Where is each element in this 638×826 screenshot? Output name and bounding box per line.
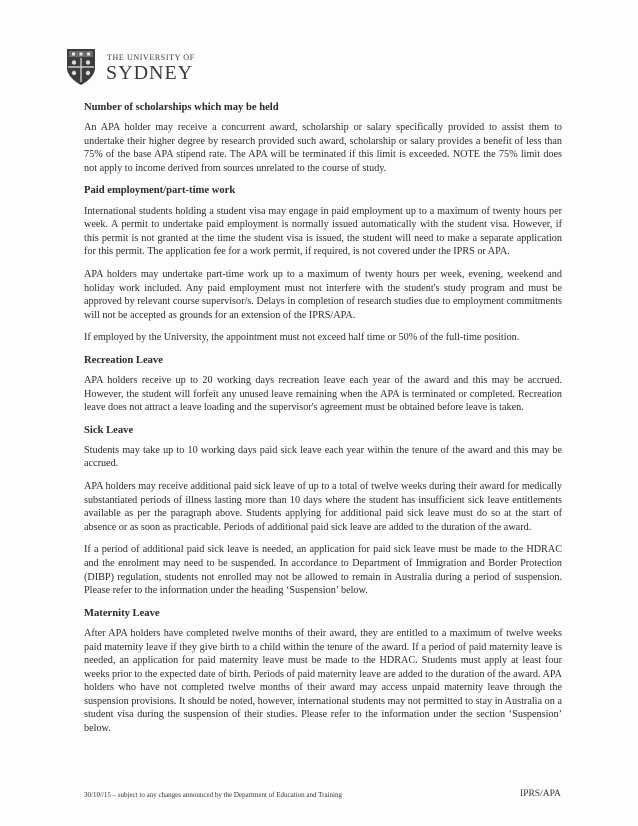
- document-body: [84, 101, 562, 745]
- paragraph: APA holders may receive additional paid sick leave of up to a total of twelve weeks during their award for medically substantiated periods of illness lasting more than 10 days where the student has insufficient sick leave entitlements available as per the paragraph above. Students applying for additional paid sick leave must do so at the start of absence or as soon as practicable. Periods of additional paid sick leave are added to the duration of the award.: [84, 481, 562, 533]
- section-heading: Recreation Leave: [84, 354, 163, 366]
- section-sick-leave: [84, 424, 562, 598]
- paragraph: Students may take up to 10 working days paid sick leave each year within the tenure of the award and this may be accrued.: [84, 444, 562, 470]
- paragraph: APA holders receive up to 20 working days recreation leave each year of the award and this may be accrued. However, the student will forfeit any unused leave remaining when the APA is terminated or completed. Recreation leave does not attract a leave loading and the supervisor's agreement must be obtained before leave is taken.: [84, 375, 562, 414]
- section-recreation-leave: [84, 354, 562, 415]
- section-heading: Maternity Leave: [84, 607, 160, 619]
- footer-doc-code: IPRS/APA: [520, 789, 561, 799]
- paragraph: After APA holders have completed twelve months of their award, they are entitled to a maximum of twelve weeks paid maternity leave if they give birth to a child within the tenure of the award. If a period of paid maternity leave is needed, an application for paid maternity leave must be made to the HDRAC. Students must apply at least four weeks prior to the expected date of birth. Periods of paid maternity leave are added to the duration of the award. APA holders who have not completed twelve months of their award may access unpaid maternity leave through the suspension provisions. It should be noted, however, international students may not permitted to stay in Australia on a student visa during the suspension of their studies. Please refer to the information under the section ‘Suspension’ below.: [84, 627, 562, 735]
- section-heading: Paid employment/part-time work: [84, 185, 236, 197]
- paragraph: If employed by the University, the appointment must not exceed half time or 50% of the full-time position.: [84, 332, 520, 344]
- logo-small-text: THE UNIVERSITY OF: [107, 53, 195, 62]
- paragraph: An APA holder may receive a concurrent award, scholarship or salary specifically provided to assist them to undertake their higher degree by research provided such award, scholarship or salary provides a benefit of less than 75% of the base APA stipend rate. The APA will be terminated if this limit is exceeded. NOTE the 75% limit does not apply to income derived from sources unrelated to the course of study.: [84, 122, 562, 174]
- section-maternity-leave: [84, 607, 562, 736]
- section-heading: Number of scholarships which may be held: [84, 102, 279, 113]
- university-logo: [66, 48, 266, 90]
- section-heading: Sick Leave: [84, 424, 134, 436]
- paragraph: International students holding a student visa may engage in paid employment up to a maximum of twenty hours per week. A permit to undertake paid employment is normally issued automatically with the student visa. However, if this permit is not granted at the time the student visa is issued, the student will need to make a separate application for this permit. The application fee for a work permit, if required, is not covered under the IPRS or APA.: [84, 205, 562, 258]
- section-paid-employment: [84, 184, 562, 344]
- paragraph: APA holders may undertake part-time work up to a maximum of twenty hours per week, evening, weekend and holiday work included. Any paid employment must not interfere with the student's study program and must be approved by relevant course supervisor/s. Delays in completion of research studies due to employment commitments will not be accepted as grounds for an extension of the IPRS/APA.: [84, 268, 562, 321]
- logo-big-text: SYDNEY: [106, 62, 194, 84]
- footer-date-note: 30/10//15 – subject to any changes announced by the Department of Education and Training: [84, 791, 342, 799]
- paragraph: If a period of additional paid sick leave is needed, an application for paid sick leave must be made to the HDRAC and the enrolment may need to be suspended. In accordance to Department of Immigration and Border Protection (DIBP) regulation, students not enrolled may not be allowed to remain in Australia during a period of suspension. Please refer to the information under the heading ‘Suspension’ below.: [84, 544, 562, 597]
- section-scholarships: [84, 101, 562, 175]
- university-crest-icon: [66, 48, 96, 86]
